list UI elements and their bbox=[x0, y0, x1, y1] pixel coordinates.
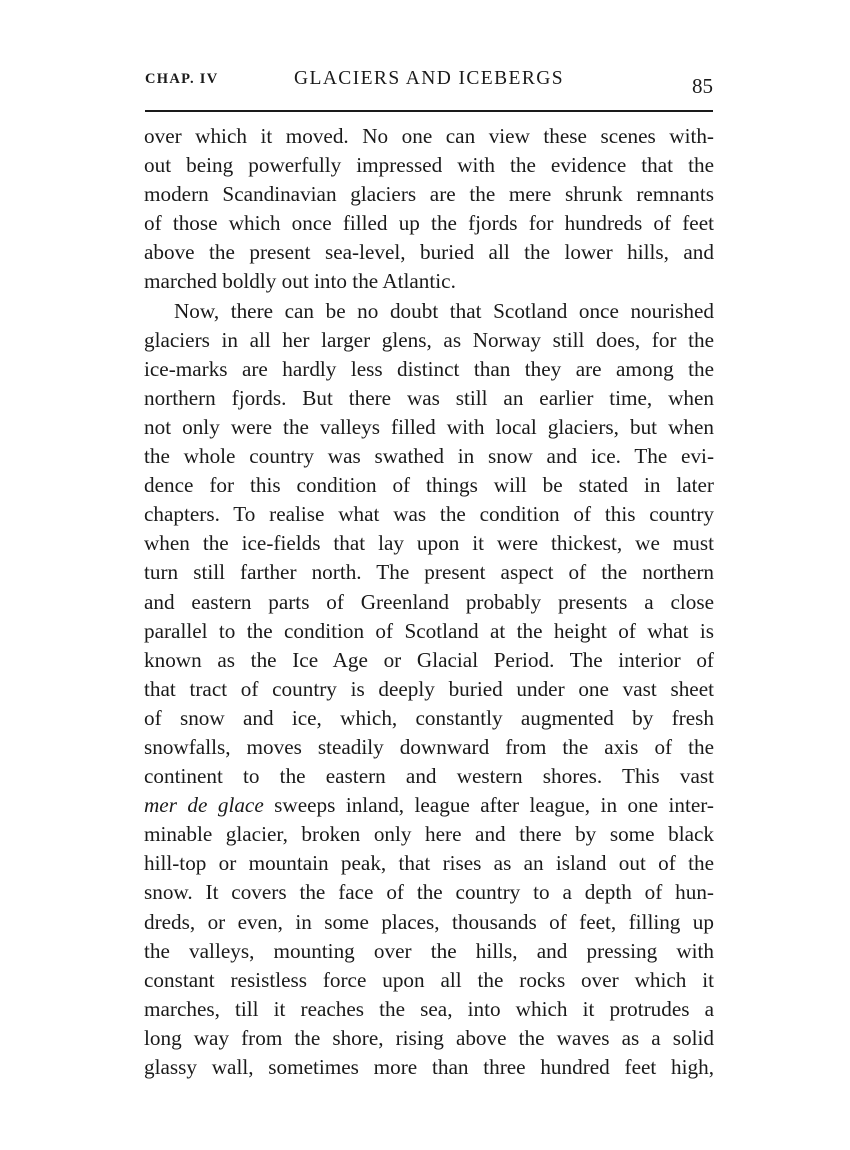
text-line: of those which once filled up the fjords for hundreds of feet bbox=[144, 211, 714, 236]
italic-phrase: mer de glace bbox=[144, 793, 264, 818]
text-line-with-italic bbox=[144, 791, 714, 820]
text-line: known as the Ice Age or Glacial Period. The interior of bbox=[144, 647, 714, 672]
page-number: 85 bbox=[692, 74, 713, 98]
text-line: that tract of country is deeply buried under one vast sheet bbox=[144, 676, 714, 701]
header-rule bbox=[145, 110, 713, 112]
text-line: Now, there can be no doubt that Scotland once nourished bbox=[174, 298, 714, 323]
text-line: dence for this condition of things will be stated in later bbox=[144, 473, 714, 498]
text-line: snow. It covers the face of the country to a depth of hun- bbox=[144, 880, 714, 905]
text-line: continent to the eastern and western shores. This vast bbox=[144, 764, 714, 789]
text-line: marches, till it reaches the sea, into which it protrudes a bbox=[144, 996, 714, 1021]
body-text bbox=[144, 122, 714, 1082]
text-line: constant resistless force upon all the rocks over which it bbox=[144, 967, 714, 992]
text-line: hill-top or mountain peak, that rises as an island out of the bbox=[144, 851, 714, 876]
text-line: dreds, or even, in some places, thousands of feet, filling up bbox=[144, 909, 714, 934]
text-line: glaciers in all her larger glens, as Norway still does, for the bbox=[144, 327, 714, 352]
text-line: modern Scandinavian glaciers are the mere shrunk remnants bbox=[144, 182, 714, 207]
text-line: chapters. To realise what was the condition of this country bbox=[144, 502, 714, 527]
text-line: northern fjords. But there was still an earlier time, when bbox=[144, 385, 714, 410]
text-line: minable glacier, broken only here and there by some black bbox=[144, 822, 714, 847]
text-line: marched boldly out into the Atlantic. bbox=[144, 269, 456, 294]
text-line: turn still farther north. The present aspect of the northern bbox=[144, 560, 714, 585]
chapter-label: CHAP. IV bbox=[145, 71, 219, 87]
text-line: not only were the valleys filled with local glaciers, but when bbox=[144, 414, 714, 439]
text-line: the whole country was swathed in snow and ice. The evi- bbox=[144, 444, 714, 469]
text-line: and eastern parts of Greenland probably presents a close bbox=[144, 589, 714, 614]
text-line: the valleys, mounting over the hills, and pressing with bbox=[144, 938, 714, 963]
running-title: GLACIERS AND ICEBERGS bbox=[294, 68, 564, 89]
running-head bbox=[143, 70, 715, 100]
text-fragment: sweeps inland, league after league, in one inter- bbox=[263, 793, 714, 818]
text-line: of snow and ice, which, constantly augmented by fresh bbox=[144, 705, 714, 730]
text-line: ice-marks are hardly less distinct than they are among the bbox=[144, 356, 714, 381]
text-line: long way from the shore, rising above the waves as a solid bbox=[144, 1025, 714, 1050]
text-line: snowfalls, moves steadily downward from the axis of the bbox=[144, 734, 714, 759]
text-line: glassy wall, sometimes more than three hundred feet high, bbox=[144, 1055, 714, 1079]
text-line: parallel to the condition of Scotland at the height of what is bbox=[144, 618, 714, 643]
text-line: over which it moved. No one can view these scenes with- bbox=[144, 124, 714, 148]
text-line: when the ice-fields that lay upon it were thickest, we must bbox=[144, 531, 714, 556]
text-line: above the present sea-level, buried all the lower hills, and bbox=[144, 240, 714, 265]
text-line: out being powerfully impressed with the evidence that the bbox=[144, 153, 714, 178]
